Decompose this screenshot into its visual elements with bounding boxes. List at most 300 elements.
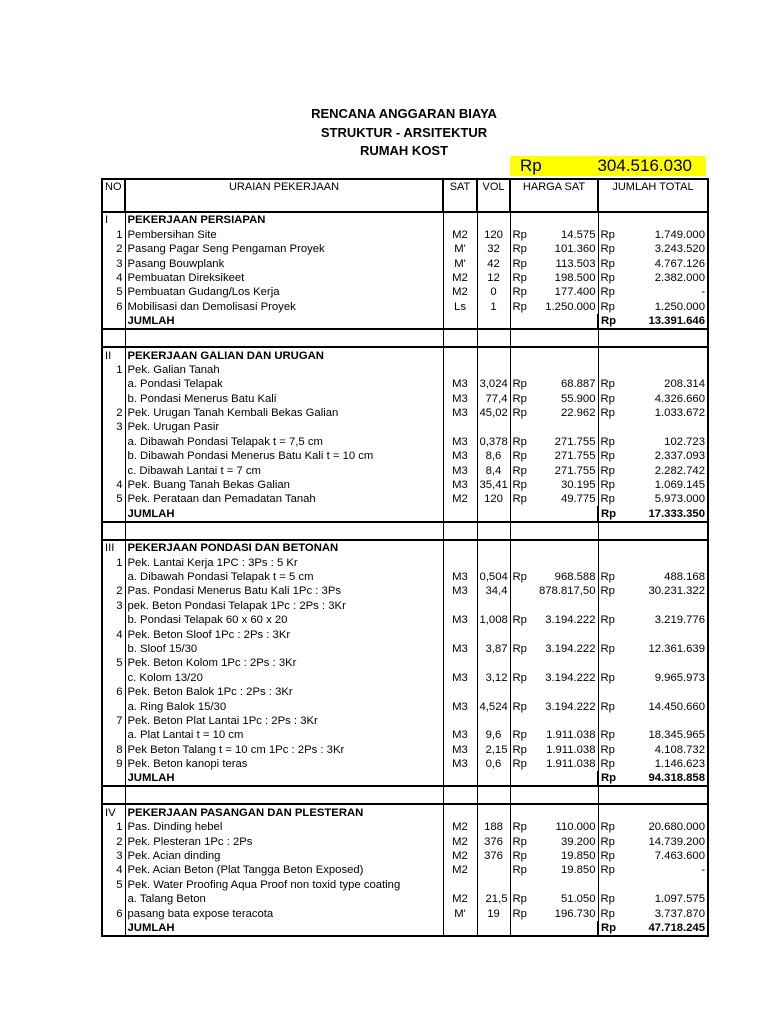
total-amount: 30.231.322: [648, 585, 705, 598]
work-description: Pek. Beton Balok 1Pc : 2Ps : 3Kr: [127, 686, 293, 699]
cell-vol: [477, 742, 510, 756]
cell-no: [102, 329, 125, 347]
work-description: a. Dibawah Pondasi Telapak t = 5 cm: [127, 570, 314, 583]
total-currency: Rp: [600, 271, 615, 284]
table-row: [102, 478, 708, 492]
cell-uraian: [125, 256, 443, 270]
cell-vol: [477, 540, 510, 555]
subtotal-row: [102, 506, 708, 521]
unit-price: 101.360: [554, 243, 596, 256]
cell-sat: [443, 849, 477, 863]
unit-price-currency: Rp: [512, 228, 527, 241]
work-description: b. Pondasi Menerus Batu Kali: [127, 392, 277, 405]
row-number: 4: [116, 628, 123, 641]
work-description: Pek. Galian Tanah: [127, 363, 220, 376]
cell-jumlah-total: [598, 377, 708, 391]
grand-total-amount: 304.516.030: [597, 156, 692, 175]
cell-no: [102, 877, 125, 891]
row-number: 2: [116, 407, 123, 420]
total-currency: Rp: [600, 435, 615, 448]
cell-no: [102, 227, 125, 241]
cell-harga-sat: [510, 420, 598, 434]
cell-no: [102, 555, 125, 569]
unit-price: 271.755: [554, 435, 596, 448]
cell-jumlah-total: [598, 656, 708, 670]
row-number: 4: [116, 271, 123, 284]
cell-sat: [443, 742, 477, 756]
cell-sat: [443, 242, 477, 256]
row-number: 1: [116, 821, 123, 834]
unit-price: 1.911.038: [546, 743, 596, 756]
col-header-uraian: URAIAN PEKERJAAN: [125, 179, 443, 212]
total-amount: 20.680.000: [648, 821, 705, 834]
unit: M3: [452, 700, 468, 713]
cell-jumlah-total: [598, 347, 708, 362]
work-description: a. Plat Lantai t = 10 cm: [127, 729, 244, 742]
cell-harga-sat: [510, 786, 598, 804]
unit: M': [454, 257, 466, 270]
cell-jumlah-total: [598, 329, 708, 347]
cell-jumlah-total: [598, 570, 708, 584]
table-row: [102, 834, 708, 848]
cell-uraian: [125, 522, 443, 540]
cell-no: [102, 391, 125, 405]
total-currency: Rp: [600, 228, 615, 241]
work-description: Pek. Perataan dan Pemadatan Tanah: [127, 493, 316, 506]
cell-sat: [443, 329, 477, 347]
cell-vol: [477, 685, 510, 699]
unit-price: 3.194.222: [545, 671, 596, 684]
cell-harga-sat: [510, 728, 598, 742]
cell-no: [102, 921, 125, 936]
cell-harga-sat: [510, 804, 598, 819]
total-currency: Rp: [600, 893, 615, 906]
unit: M2: [452, 493, 468, 506]
total-currency: Rp: [600, 243, 615, 256]
col-header-sat: SAT: [443, 179, 477, 212]
total-amount: 94.318.858: [648, 772, 705, 785]
cell-uraian: [125, 347, 443, 362]
work-description: Pembuatan Gudang/Los Kerja: [127, 286, 280, 299]
table-row: [102, 863, 708, 877]
unit-price: 1.911.038: [546, 758, 596, 771]
volume: 0,6: [485, 758, 502, 771]
cell-harga-sat: [510, 463, 598, 477]
table-row: [102, 670, 708, 684]
cell-no: [102, 613, 125, 627]
unit: M2: [452, 228, 468, 241]
table-row: [102, 227, 708, 241]
row-number: 6: [116, 686, 123, 699]
cell-sat: [443, 685, 477, 699]
cell-sat: [443, 570, 477, 584]
total-currency: Rp: [600, 300, 615, 313]
row-number: 8: [116, 743, 123, 756]
unit: M3: [452, 671, 468, 684]
table-row: [102, 391, 708, 405]
unit: M2: [452, 864, 468, 877]
cell-sat: [443, 363, 477, 377]
cell-harga-sat: [510, 834, 598, 848]
cell-uraian: [125, 242, 443, 256]
cell-jumlah-total: [598, 449, 708, 463]
cell-no: [102, 670, 125, 684]
cell-vol: [477, 256, 510, 270]
cell-no: [102, 820, 125, 834]
cell-vol: [477, 642, 510, 656]
table-row: [102, 449, 708, 463]
cell-sat: [443, 656, 477, 670]
cell-jumlah-total: [598, 540, 708, 555]
cell-no: [102, 256, 125, 270]
cell-jumlah-total: [598, 685, 708, 699]
cell-sat: [443, 463, 477, 477]
cell-uraian: [125, 314, 443, 329]
cell-uraian: [125, 742, 443, 756]
cell-jumlah-total: [598, 906, 708, 920]
total-currency: Rp: [601, 772, 617, 785]
row-number: 1: [116, 363, 123, 376]
volume: 32: [487, 243, 500, 256]
work-description: b. Dibawah Pondasi Menerus Batu Kali t = 10 cm: [127, 450, 374, 463]
cell-harga-sat: [510, 363, 598, 377]
cell-no: [102, 584, 125, 598]
unit-price-currency: Rp: [512, 835, 527, 848]
cell-no: [102, 314, 125, 329]
cell-sat: [443, 271, 477, 285]
cell-uraian: [125, 478, 443, 492]
section-row: [102, 347, 708, 362]
work-description: b. Sloof 15/30: [127, 642, 198, 655]
row-number: 2: [116, 835, 123, 848]
cell-sat: [443, 540, 477, 555]
cell-jumlah-total: [598, 714, 708, 728]
table-row: [102, 406, 708, 420]
cell-harga-sat: [510, 892, 598, 906]
table-row: [102, 642, 708, 656]
cell-jumlah-total: [598, 834, 708, 848]
table-row: [102, 656, 708, 670]
cell-uraian: [125, 584, 443, 598]
cell-sat: [443, 314, 477, 329]
total-currency: Rp: [600, 378, 615, 391]
row-number: 2: [116, 585, 123, 598]
total-amount: 12.361.639: [648, 642, 705, 655]
cell-sat: [443, 212, 477, 227]
total-amount: 2.382.000: [654, 271, 705, 284]
work-description: a. Dibawah Pondasi Telapak t = 7,5 cm: [127, 435, 323, 448]
cell-jumlah-total: [598, 420, 708, 434]
cell-harga-sat: [510, 584, 598, 598]
cell-vol: [477, 877, 510, 891]
total-amount: 3.243.520: [654, 243, 705, 256]
cell-vol: [477, 492, 510, 506]
work-description: Pek. Beton Kolom 1Pc : 2Ps : 3Kr: [127, 657, 297, 670]
cell-uraian: [125, 212, 443, 227]
total-amount: 4.108.732: [654, 743, 705, 756]
cell-sat: [443, 642, 477, 656]
cell-vol: [477, 757, 510, 771]
cell-no: [102, 377, 125, 391]
table-body: [102, 212, 708, 936]
cell-uraian: [125, 570, 443, 584]
cell-sat: [443, 391, 477, 405]
unit-price: 39.200: [560, 835, 596, 848]
cell-jumlah-total: [598, 699, 708, 713]
work-description: Pembuatan Direksikeet: [127, 271, 245, 284]
cell-harga-sat: [510, 877, 598, 891]
cell-uraian: [125, 656, 443, 670]
unit-price-currency: Rp: [512, 700, 527, 713]
unit-price-currency: Rp: [512, 392, 527, 405]
cell-vol: [477, 771, 510, 786]
table-row: [102, 570, 708, 584]
cell-sat: [443, 584, 477, 598]
cell-vol: [477, 834, 510, 848]
volume: 77,4: [485, 392, 508, 405]
unit-price: 14.575: [560, 228, 596, 241]
unit-price-currency: Rp: [512, 907, 527, 920]
work-description: Pasang Pagar Seng Pengaman Proyek: [127, 243, 325, 256]
unit-price-currency: Rp: [512, 729, 527, 742]
total-currency: Rp: [600, 464, 615, 477]
unit-price: 51.050: [560, 893, 596, 906]
unit-price: 68.887: [560, 378, 596, 391]
volume: 3,024: [479, 378, 508, 391]
cell-vol: [477, 699, 510, 713]
row-number: II: [105, 349, 112, 362]
total-currency: Rp: [600, 907, 615, 920]
cell-jumlah-total: [598, 363, 708, 377]
work-description: JUMLAH: [127, 315, 175, 328]
total-amount: 488.168: [664, 570, 705, 583]
cell-uraian: [125, 506, 443, 521]
total-amount: 18.345.965: [648, 729, 705, 742]
row-number: IV: [105, 806, 116, 819]
cell-sat: [443, 478, 477, 492]
cell-harga-sat: [510, 598, 598, 612]
cell-harga-sat: [510, 227, 598, 241]
total-currency: Rp: [600, 835, 615, 848]
unit-price-currency: Rp: [512, 407, 527, 420]
total-currency: Rp: [600, 286, 615, 299]
unit-price: 177.400: [554, 286, 596, 299]
cell-uraian: [125, 921, 443, 936]
volume: 8,4: [485, 464, 502, 477]
unit-price-currency: Rp: [512, 435, 527, 448]
cell-uraian: [125, 449, 443, 463]
cell-sat: [443, 892, 477, 906]
unit: M3: [452, 479, 468, 492]
cell-harga-sat: [510, 555, 598, 569]
cell-harga-sat: [510, 570, 598, 584]
total-amount: 4.767.126: [654, 257, 705, 270]
row-number: 1: [116, 228, 123, 241]
work-description: Pek. Acian dinding: [127, 850, 221, 863]
cell-harga-sat: [510, 314, 598, 329]
cell-jumlah-total: [598, 227, 708, 241]
cell-sat: [443, 598, 477, 612]
cell-harga-sat: [510, 285, 598, 299]
cell-harga-sat: [510, 406, 598, 420]
table-row: [102, 242, 708, 256]
cell-uraian: [125, 627, 443, 641]
unit-price-currency: Rp: [512, 450, 527, 463]
cell-vol: [477, 242, 510, 256]
cell-no: [102, 347, 125, 362]
cell-vol: [477, 670, 510, 684]
cell-no: [102, 540, 125, 555]
cell-jumlah-total: [598, 849, 708, 863]
unit: M3: [452, 585, 468, 598]
cell-harga-sat: [510, 478, 598, 492]
cell-sat: [443, 613, 477, 627]
cell-jumlah-total: [598, 299, 708, 313]
unit: M3: [452, 435, 468, 448]
total-amount: -: [701, 864, 705, 877]
unit-price: 271.755: [554, 450, 596, 463]
total-currency: Rp: [600, 821, 615, 834]
cell-vol: [477, 786, 510, 804]
cell-sat: [443, 227, 477, 241]
total-amount: 102.723: [664, 435, 705, 448]
cell-jumlah-total: [598, 584, 708, 598]
row-number: 1: [116, 556, 123, 569]
cell-sat: [443, 863, 477, 877]
unit-price: 878.817,50: [538, 585, 596, 598]
work-description: Pek. Water Proofing Aqua Proof non toxid type coating: [127, 878, 401, 891]
cell-vol: [477, 522, 510, 540]
row-number: III: [105, 542, 115, 555]
work-description: a. Pondasi Telapak: [127, 378, 223, 391]
volume: 42: [487, 257, 500, 270]
cell-harga-sat: [510, 492, 598, 506]
volume: 3,87: [485, 642, 508, 655]
work-description: a. Ring Balok 15/30: [127, 700, 227, 713]
cell-uraian: [125, 834, 443, 848]
cell-sat: [443, 555, 477, 569]
cell-sat: [443, 804, 477, 819]
cell-harga-sat: [510, 656, 598, 670]
cell-harga-sat: [510, 906, 598, 920]
cell-uraian: [125, 906, 443, 920]
unit: Ls: [454, 300, 466, 313]
cell-jumlah-total: [598, 757, 708, 771]
cell-harga-sat: [510, 714, 598, 728]
cell-uraian: [125, 892, 443, 906]
cell-vol: [477, 347, 510, 362]
cell-uraian: [125, 406, 443, 420]
volume: 34,4: [485, 585, 508, 598]
cell-no: [102, 570, 125, 584]
cell-no: [102, 463, 125, 477]
grand-total-box: [510, 156, 706, 176]
table-row: [102, 627, 708, 641]
cell-uraian: [125, 877, 443, 891]
cell-sat: [443, 506, 477, 521]
cell-vol: [477, 613, 510, 627]
work-description: PEKERJAAN PASANGAN DAN PLESTERAN: [127, 806, 364, 819]
cell-jumlah-total: [598, 285, 708, 299]
table-row: [102, 820, 708, 834]
cell-uraian: [125, 714, 443, 728]
unit-price: 30.195: [560, 479, 596, 492]
total-currency: Rp: [600, 479, 615, 492]
total-currency: Rp: [601, 921, 617, 934]
cell-vol: [477, 377, 510, 391]
total-amount: 47.718.245: [648, 921, 705, 934]
work-description: Pembersihan Site: [127, 228, 217, 241]
unit: M2: [452, 893, 468, 906]
unit: M3: [452, 570, 468, 583]
cell-no: [102, 863, 125, 877]
total-amount: 3.219.776: [654, 614, 705, 627]
unit: M3: [452, 378, 468, 391]
unit-price: 49.775: [560, 493, 596, 506]
cell-sat: [443, 347, 477, 362]
total-amount: 14.739.200: [648, 835, 705, 848]
unit-price: 22.962: [560, 407, 596, 420]
cell-harga-sat: [510, 771, 598, 786]
cell-vol: [477, 420, 510, 434]
total-currency: Rp: [600, 671, 615, 684]
unit: M3: [452, 450, 468, 463]
cell-uraian: [125, 377, 443, 391]
cell-sat: [443, 434, 477, 448]
unit-price-currency: Rp: [512, 893, 527, 906]
table-row: [102, 598, 708, 612]
total-currency: Rp: [601, 507, 617, 520]
cell-vol: [477, 463, 510, 477]
cell-no: [102, 699, 125, 713]
col-header-vol: VOL: [477, 179, 510, 212]
row-number: 5: [116, 657, 123, 670]
cell-vol: [477, 570, 510, 584]
cell-no: [102, 728, 125, 742]
cell-harga-sat: [510, 271, 598, 285]
unit-price-currency: Rp: [512, 614, 527, 627]
cell-no: [102, 449, 125, 463]
section-row: [102, 804, 708, 819]
total-amount: 4.326.660: [654, 392, 705, 405]
cell-jumlah-total: [598, 670, 708, 684]
cell-vol: [477, 820, 510, 834]
cell-harga-sat: [510, 391, 598, 405]
unit-price: 19.850: [560, 850, 596, 863]
cell-harga-sat: [510, 757, 598, 771]
cell-vol: [477, 406, 510, 420]
cell-uraian: [125, 728, 443, 742]
volume: 4,524: [479, 700, 508, 713]
row-number: 6: [116, 300, 123, 313]
row-number: 3: [116, 257, 123, 270]
unit: M3: [452, 642, 468, 655]
total-amount: 7.463.600: [654, 850, 705, 863]
cell-jumlah-total: [598, 771, 708, 786]
table-row: [102, 299, 708, 313]
cell-uraian: [125, 329, 443, 347]
cell-jumlah-total: [598, 555, 708, 569]
cell-sat: [443, 285, 477, 299]
cell-no: [102, 685, 125, 699]
subtotal-row: [102, 314, 708, 329]
total-amount: 3.737.870: [654, 907, 705, 920]
total-currency: Rp: [600, 642, 615, 655]
cell-sat: [443, 757, 477, 771]
total-currency: Rp: [600, 493, 615, 506]
unit-price-currency: Rp: [512, 257, 527, 270]
cell-harga-sat: [510, 377, 598, 391]
